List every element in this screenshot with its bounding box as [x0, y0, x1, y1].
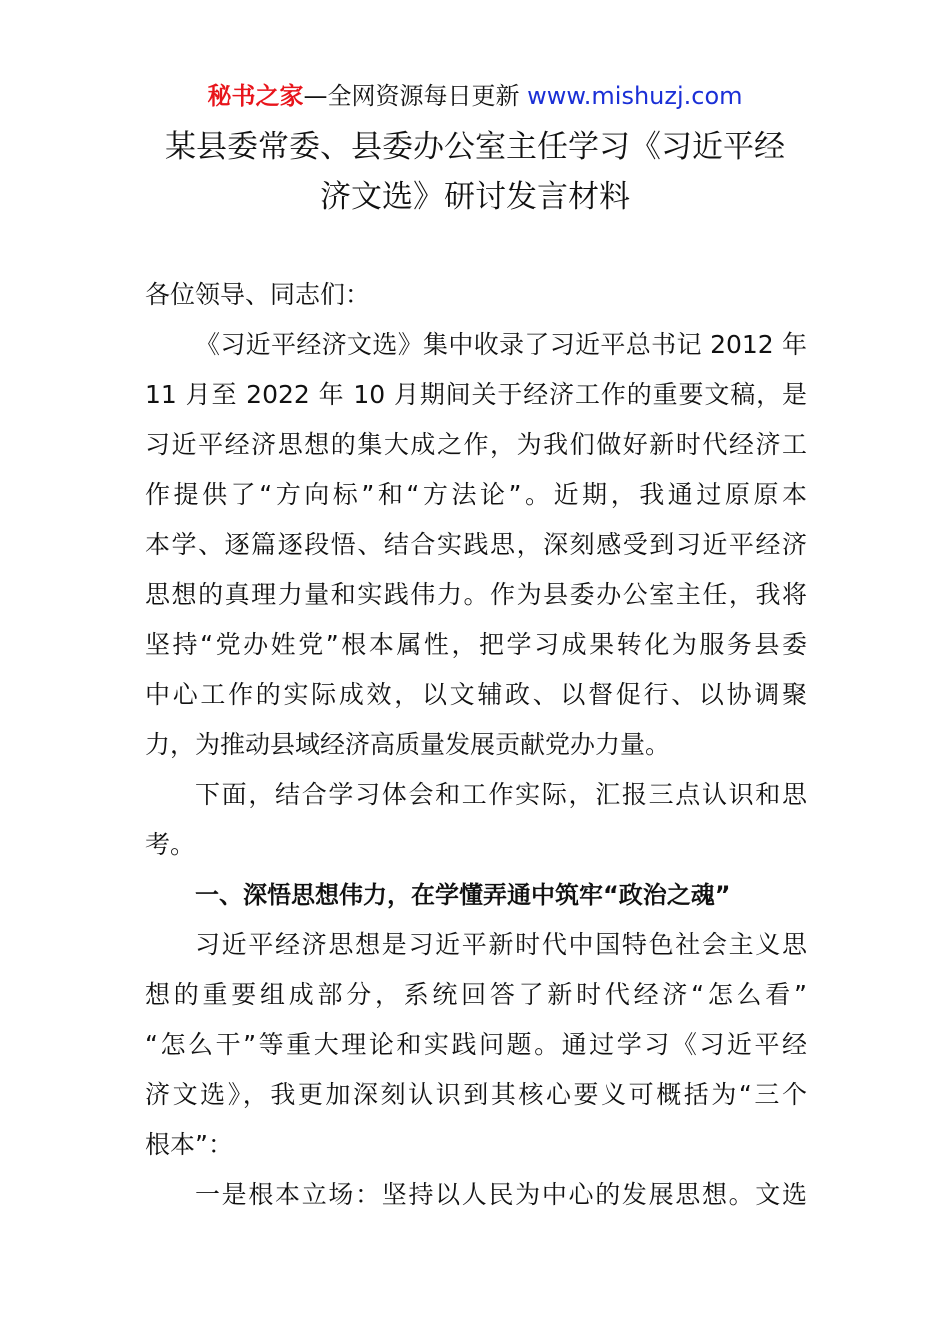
paragraph-line: 下面，结合学习体会和工作实际，汇报三点认识和思: [195, 780, 807, 809]
paragraph-line: 考。: [145, 830, 196, 859]
paragraph-line: “怎么干”等重大理论和实践问题。通过学习《习近平经: [145, 1030, 807, 1059]
brand-name: 秘书之家: [207, 82, 304, 110]
salutation: 各位领导、同志们：: [145, 280, 371, 309]
paragraph-line: 想的重要组成部分，系统回答了新时代经济“怎么看”: [145, 980, 807, 1009]
paragraph-line: 本学、逐篇逐段悟、结合实践思，深刻感受到习近平经济: [145, 530, 807, 559]
paragraph-line: 11 月至 2022 年 10 月期间关于经济工作的重要文稿，是: [145, 380, 807, 409]
paragraph-line: 习近平经济思想是习近平新时代中国特色社会主义思: [195, 930, 807, 959]
header-tagline: —全网资源每日更新: [303, 82, 528, 110]
paragraph-line: 中心工作的实际成效，以文辅政、以督促行、以协调聚: [145, 680, 807, 709]
paragraph-line: 作提供了“方向标”和“方法论”。近期，我通过原原本: [145, 480, 807, 509]
site-header: [0, 78, 950, 114]
paragraph-line: 思想的真理力量和实践伟力。作为县委办公室主任，我将: [145, 580, 807, 609]
paragraph-line: 《习近平经济文选》集中收录了习近平总书记 2012 年: [195, 330, 807, 359]
document-title: [120, 122, 830, 222]
site-url-link[interactable]: www.mishuzj.com: [527, 82, 743, 110]
document-body: [145, 270, 807, 1220]
paragraph-line: 习近平经济思想的集大成之作，为我们做好新时代经济工: [145, 430, 807, 459]
title-line: 某县委常委、县委办公室主任学习《习近平经: [165, 129, 785, 165]
paragraph-line: 坚持“党办姓党”根本属性，把学习成果转化为服务县委: [145, 630, 807, 659]
paragraph-line: 一是根本立场：坚持以人民为中心的发展思想。文选: [195, 1180, 807, 1209]
paragraph-line: 根本”：: [145, 1130, 233, 1159]
title-line: 济文选》研讨发言材料: [320, 179, 630, 215]
section-heading: 一、深悟思想伟力，在学懂弄通中筑牢“政治之魂”: [195, 881, 731, 909]
paragraph-line: 力，为推动县域经济高质量发展贡献党办力量。: [145, 730, 671, 759]
paragraph-line: 济文选》，我更加深刻认识到其核心要义可概括为“三个: [145, 1080, 807, 1109]
